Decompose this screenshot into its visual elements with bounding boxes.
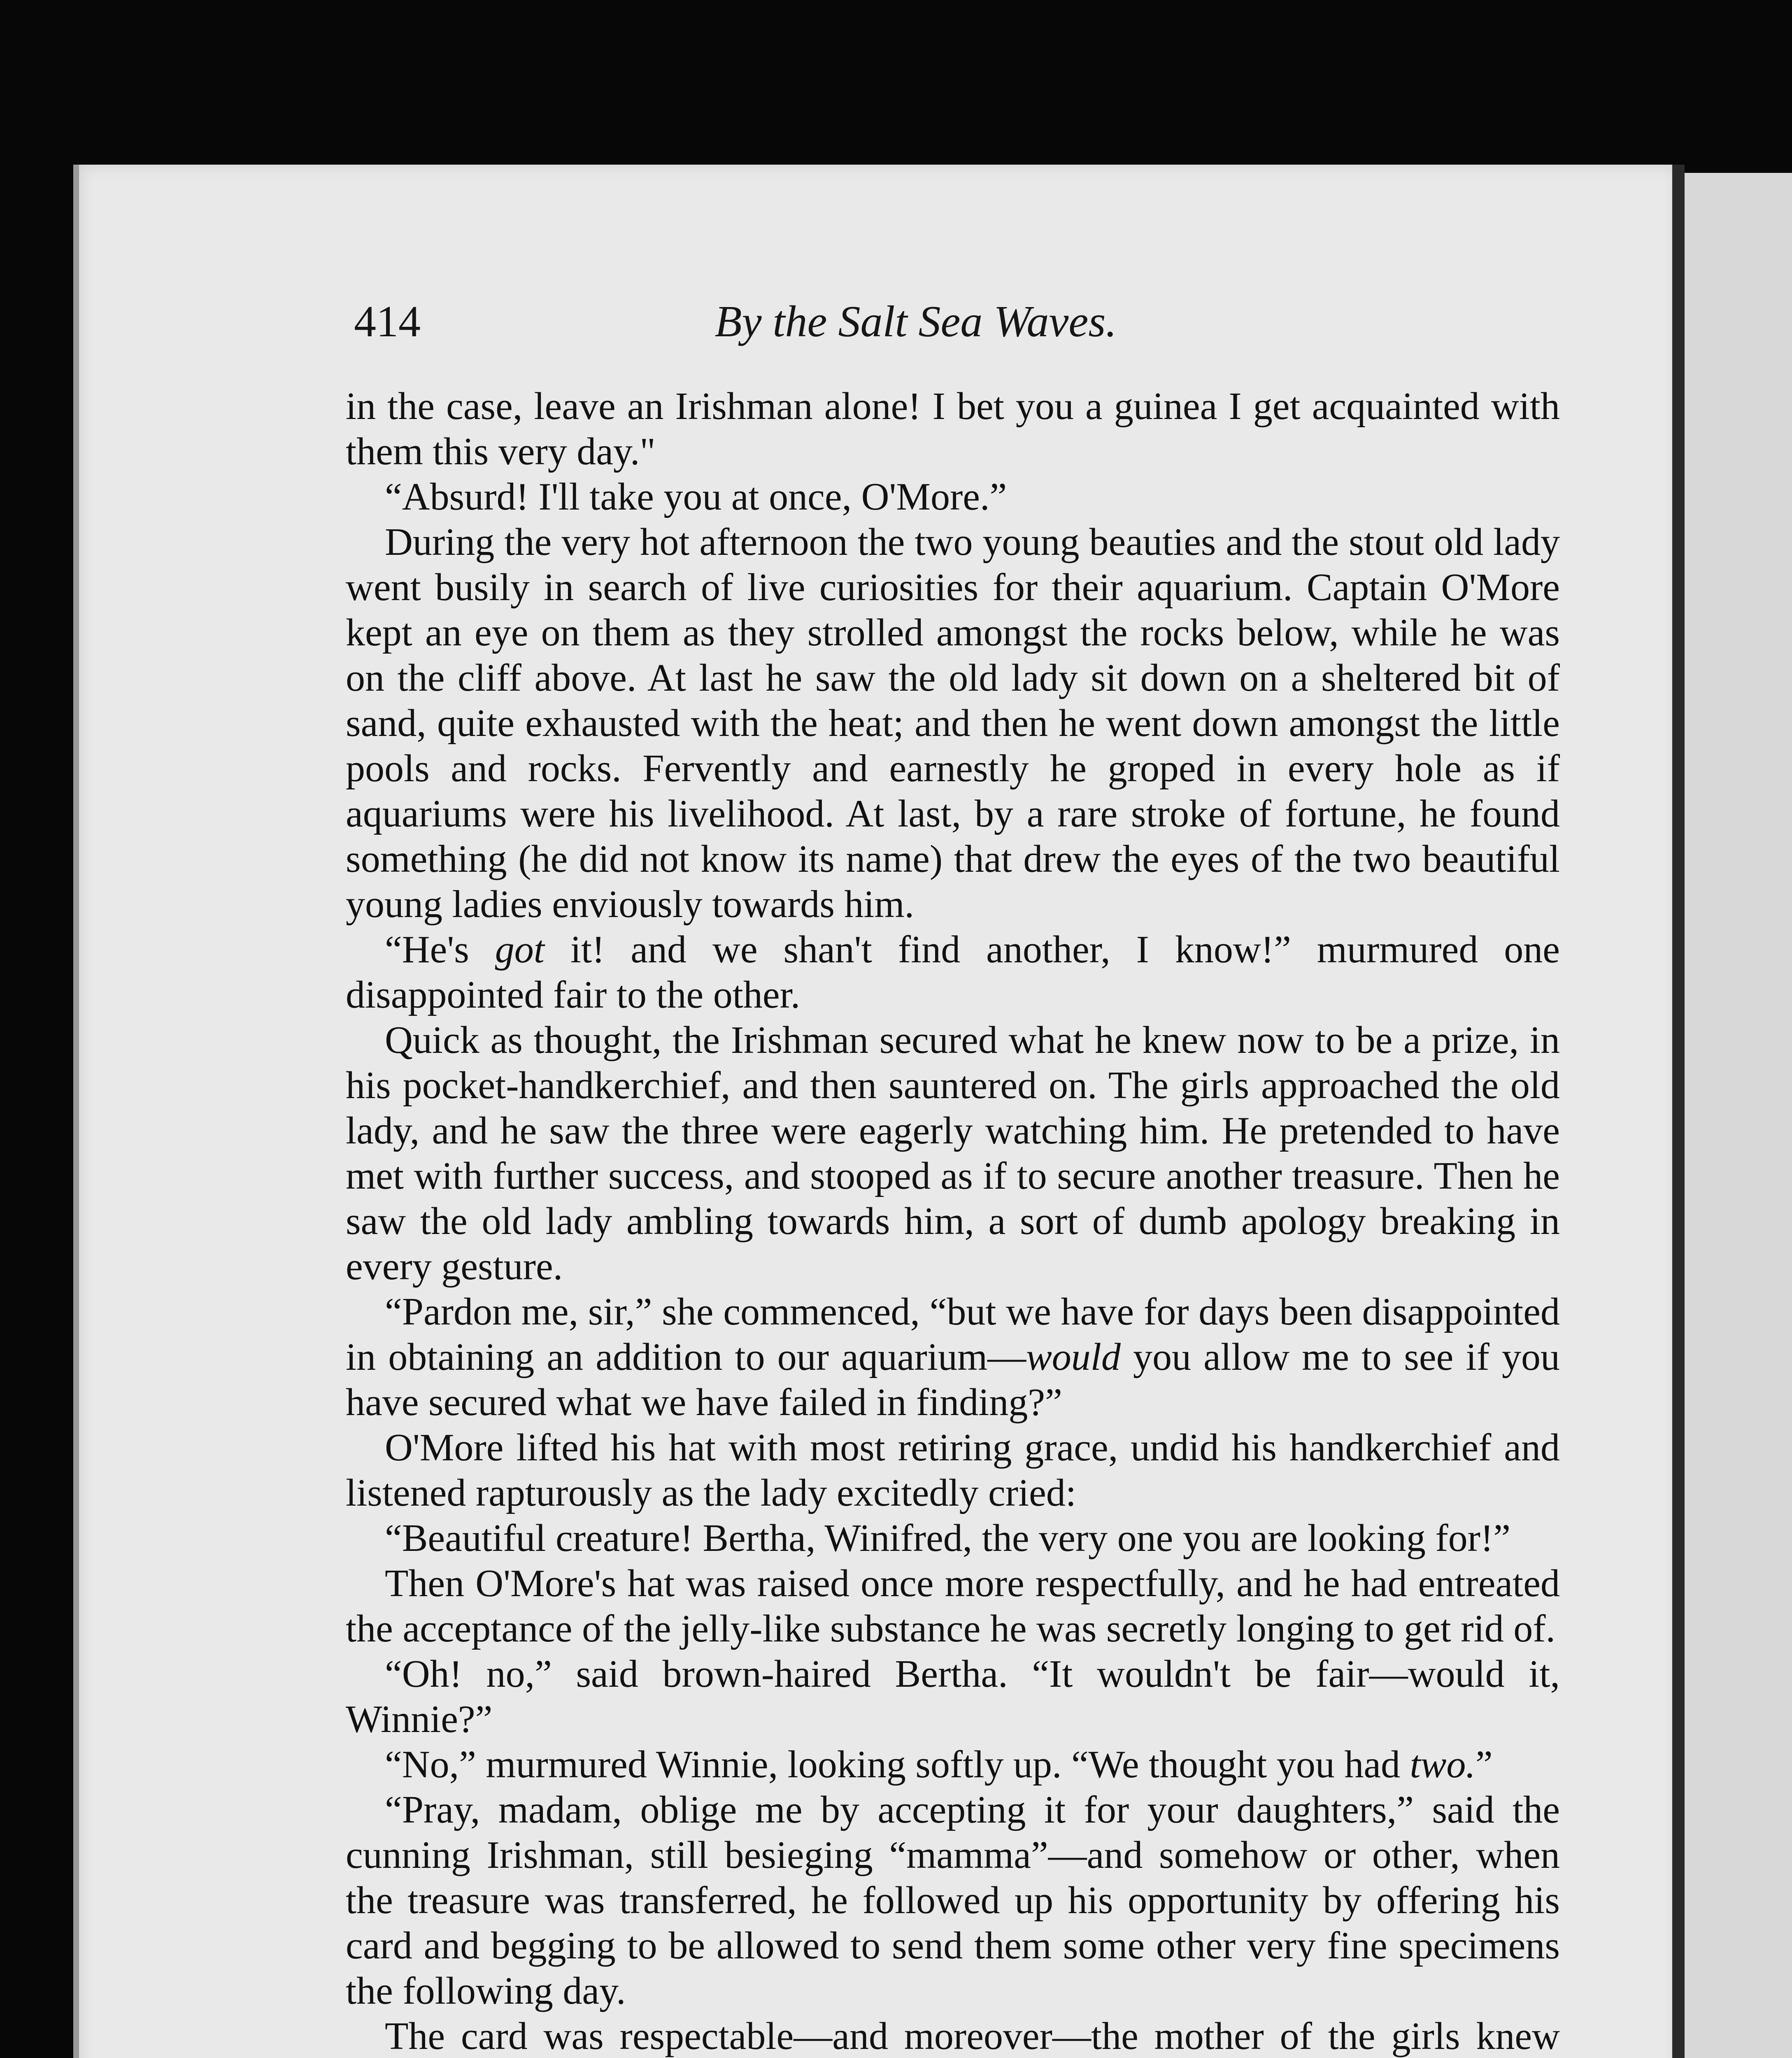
- page-number: 414: [354, 297, 421, 346]
- paragraph-text: The card was respectable—and moreover—the mother of the girls knew: [385, 2015, 1560, 2058]
- paragraph-text: O'More lifted his hat with most retiring grace, undid his handkerchief and listened rapturously as the lady excitedly cried:: [346, 1426, 1560, 1514]
- emphasis-text: would: [1026, 1336, 1121, 1378]
- paragraph-text: “Beautiful creature! Bertha, Winifred, the very one you are looking for!”: [385, 1517, 1510, 1560]
- paragraph: [346, 384, 1560, 474]
- body-text: [346, 384, 1560, 2058]
- paragraph-text: During the very hot afternoon the two young beauties and the stout old lady went busily in search of live curiosities for their aquarium. Captain O'More kept an eye on them as they strolled amongst the rocks below, while he was on the cliff above. At last he saw the old lady sit down on a sheltered bit of sand, quite exhausted with the heat; and then he went down amongst the little pools and rocks. Fervently and earnestly he groped in every hole as if aquariums were his livelihood. At last, by a rare stroke of fortune, he found something (he did not know its name) that drew the eyes of the two beautiful young ladies enviously towards him.: [346, 521, 1560, 926]
- paragraph: [346, 1425, 1560, 1516]
- paragraph: [346, 1017, 1560, 1289]
- paragraph-text: “Pardon me, sir,” she commenced, “but we have for days been disappointed in obtaining an addition to our aquarium—: [346, 1290, 1560, 1378]
- page-header: [284, 288, 1548, 350]
- adjacent-page-edge: [1685, 173, 1792, 2058]
- paragraph-text: Then O'More's hat was raised once more respectfully, and he had entreated the acceptance of the jelly-like substance he was secretly longing to get rid of.: [346, 1562, 1560, 1650]
- paragraph: [346, 1289, 1560, 1425]
- paragraph-text: you allow me to see if you have secured what we have failed in finding?”: [346, 1336, 1560, 1424]
- paragraph: [346, 1561, 1560, 1651]
- paragraph-text: “No,” murmured Winnie, looking softly up. “We thought you had: [385, 1743, 1410, 1786]
- emphasis-text: got: [495, 928, 545, 971]
- paragraph: [346, 1516, 1560, 1561]
- paragraph: [346, 1651, 1560, 1742]
- paragraph-text: “He's: [385, 928, 495, 971]
- paragraph: [346, 1787, 1560, 2014]
- paragraph-text: “Pray, madam, oblige me by accepting it for your daughters,” said the cunning Irishman, still besieging “mamma”—and somehow or other, when the treasure was transferred, he followed up his opportunity by offering his card and begging to be allowed to send them some other very fine specimens the following day.: [346, 1788, 1560, 2012]
- paragraph-text: ”: [1475, 1743, 1493, 1786]
- paragraph: [346, 1742, 1560, 1787]
- paragraph-text: in the case, leave an Irishman alone! I bet you a guinea I get acquainted with them this very day.": [346, 385, 1560, 473]
- emphasis-text: two.: [1410, 1743, 1475, 1786]
- paragraph: [346, 2014, 1560, 2058]
- paragraph: [346, 927, 1560, 1017]
- paragraph-text: “Absurd! I'll take you at once, O'More.”: [385, 475, 1007, 518]
- running-title: By the Salt Sea Waves.: [714, 297, 1117, 346]
- paragraph-text: it! and we shan't find another, I know!” murmured one disappointed fair to the other.: [346, 928, 1560, 1016]
- paragraph: [346, 474, 1560, 519]
- paragraph-text: Quick as thought, the Irishman secured what he knew now to be a prize, in his pocket-handkerchief, and then sauntered on. The girls approached the old lady, and he saw the three were eagerly watching him. He pretended to have met with further success, and stooped as if to secure another treasure. Then he saw the old lady ambling towards him, a sort of dumb apology breaking in every gesture.: [346, 1019, 1560, 1288]
- paragraph: [346, 519, 1560, 927]
- paragraph-text: “Oh! no,” said brown-haired Bertha. “It wouldn't be fair—would it, Winnie?”: [346, 1653, 1560, 1741]
- page-gutter: [1672, 165, 1685, 2058]
